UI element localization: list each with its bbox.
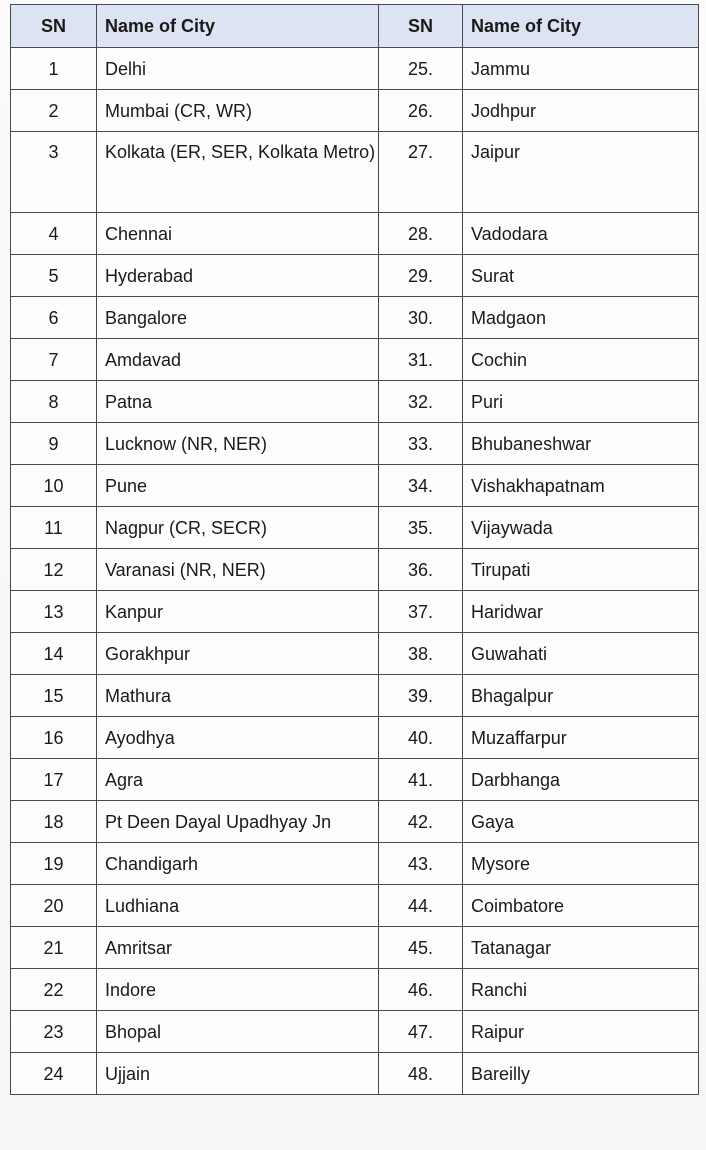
left-city-cell: Chandigarh <box>97 843 379 885</box>
left-sn-cell: 11 <box>11 507 97 549</box>
table-row <box>11 297 699 339</box>
table-body <box>11 48 699 1095</box>
right-city-cell: Cochin <box>463 339 699 381</box>
right-city-cell: Bhubaneshwar <box>463 423 699 465</box>
header-sn-left: SN <box>11 5 97 48</box>
table-row <box>11 255 699 297</box>
table-row <box>11 90 699 132</box>
table-header <box>11 5 699 48</box>
left-city-cell: Delhi <box>97 48 379 90</box>
header-sn-right: SN <box>379 5 463 48</box>
city-list-table <box>10 4 699 1095</box>
left-city-cell: Mathura <box>97 675 379 717</box>
right-sn-cell: 30. <box>379 297 463 339</box>
left-sn-cell: 10 <box>11 465 97 507</box>
left-sn-cell: 12 <box>11 549 97 591</box>
right-city-cell: Vijaywada <box>463 507 699 549</box>
header-city-right: Name of City <box>463 5 699 48</box>
right-city-cell: Tirupati <box>463 549 699 591</box>
right-sn-cell: 25. <box>379 48 463 90</box>
left-city-cell: Nagpur (CR, SECR) <box>97 507 379 549</box>
table-row <box>11 423 699 465</box>
right-sn-cell: 39. <box>379 675 463 717</box>
left-sn-cell: 15 <box>11 675 97 717</box>
left-sn-cell: 19 <box>11 843 97 885</box>
left-city-cell: Indore <box>97 969 379 1011</box>
table-row <box>11 969 699 1011</box>
right-city-cell: Darbhanga <box>463 759 699 801</box>
right-city-cell: Puri <box>463 381 699 423</box>
table-row <box>11 591 699 633</box>
table-row <box>11 1011 699 1053</box>
left-sn-cell: 3 <box>11 132 97 213</box>
left-city-cell: Agra <box>97 759 379 801</box>
right-city-cell: Coimbatore <box>463 885 699 927</box>
left-city-cell: Bangalore <box>97 297 379 339</box>
left-sn-cell: 18 <box>11 801 97 843</box>
right-city-cell: Muzaffarpur <box>463 717 699 759</box>
left-city-cell: Ludhiana <box>97 885 379 927</box>
left-sn-cell: 1 <box>11 48 97 90</box>
right-sn-cell: 35. <box>379 507 463 549</box>
right-city-cell: Raipur <box>463 1011 699 1053</box>
table-row <box>11 465 699 507</box>
right-sn-cell: 27. <box>379 132 463 213</box>
right-city-cell: Haridwar <box>463 591 699 633</box>
left-sn-cell: 22 <box>11 969 97 1011</box>
right-sn-cell: 31. <box>379 339 463 381</box>
left-city-cell: Amritsar <box>97 927 379 969</box>
table-row <box>11 1053 699 1095</box>
table-row <box>11 885 699 927</box>
left-city-cell: Pune <box>97 465 379 507</box>
left-sn-cell: 13 <box>11 591 97 633</box>
table-row <box>11 549 699 591</box>
right-city-cell: Guwahati <box>463 633 699 675</box>
left-sn-cell: 21 <box>11 927 97 969</box>
right-city-cell: Ranchi <box>463 969 699 1011</box>
left-sn-cell: 17 <box>11 759 97 801</box>
left-sn-cell: 2 <box>11 90 97 132</box>
right-sn-cell: 29. <box>379 255 463 297</box>
right-sn-cell: 46. <box>379 969 463 1011</box>
right-city-cell: Madgaon <box>463 297 699 339</box>
left-sn-cell: 5 <box>11 255 97 297</box>
table-row <box>11 48 699 90</box>
table-row <box>11 507 699 549</box>
right-city-cell: Bhagalpur <box>463 675 699 717</box>
left-city-cell: Pt Deen Dayal Upadhyay Jn <box>97 801 379 843</box>
table-row <box>11 843 699 885</box>
left-sn-cell: 20 <box>11 885 97 927</box>
right-sn-cell: 47. <box>379 1011 463 1053</box>
right-city-cell: Surat <box>463 255 699 297</box>
left-sn-cell: 14 <box>11 633 97 675</box>
right-city-cell: Mysore <box>463 843 699 885</box>
table-row <box>11 675 699 717</box>
right-sn-cell: 36. <box>379 549 463 591</box>
right-sn-cell: 41. <box>379 759 463 801</box>
table-row <box>11 213 699 255</box>
table-header-row <box>11 5 699 48</box>
left-sn-cell: 9 <box>11 423 97 465</box>
right-city-cell: Jaipur <box>463 132 699 213</box>
left-city-cell: Mumbai (CR, WR) <box>97 90 379 132</box>
left-city-cell: Chennai <box>97 213 379 255</box>
left-sn-cell: 24 <box>11 1053 97 1095</box>
left-city-cell: Ayodhya <box>97 717 379 759</box>
left-city-cell: Bhopal <box>97 1011 379 1053</box>
right-sn-cell: 44. <box>379 885 463 927</box>
right-sn-cell: 38. <box>379 633 463 675</box>
left-city-cell: Amdavad <box>97 339 379 381</box>
table-row <box>11 759 699 801</box>
right-city-cell: Gaya <box>463 801 699 843</box>
right-sn-cell: 42. <box>379 801 463 843</box>
right-sn-cell: 43. <box>379 843 463 885</box>
right-sn-cell: 28. <box>379 213 463 255</box>
right-sn-cell: 34. <box>379 465 463 507</box>
left-sn-cell: 6 <box>11 297 97 339</box>
right-sn-cell: 45. <box>379 927 463 969</box>
left-sn-cell: 8 <box>11 381 97 423</box>
table-row <box>11 801 699 843</box>
table-row <box>11 633 699 675</box>
header-city-left: Name of City <box>97 5 379 48</box>
left-city-cell: Varanasi (NR, NER) <box>97 549 379 591</box>
left-city-cell: Kolkata (ER, SER, Kolkata Metro) <box>97 132 379 213</box>
right-sn-cell: 40. <box>379 717 463 759</box>
right-city-cell: Bareilly <box>463 1053 699 1095</box>
left-sn-cell: 7 <box>11 339 97 381</box>
right-city-cell: Tatanagar <box>463 927 699 969</box>
left-city-cell: Ujjain <box>97 1053 379 1095</box>
table-row <box>11 381 699 423</box>
table-row <box>11 132 699 213</box>
right-sn-cell: 48. <box>379 1053 463 1095</box>
left-city-cell: Hyderabad <box>97 255 379 297</box>
table-row <box>11 717 699 759</box>
right-sn-cell: 32. <box>379 381 463 423</box>
left-city-cell: Lucknow (NR, NER) <box>97 423 379 465</box>
left-city-cell: Gorakhpur <box>97 633 379 675</box>
left-sn-cell: 4 <box>11 213 97 255</box>
right-city-cell: Vishakhapatnam <box>463 465 699 507</box>
table-row <box>11 339 699 381</box>
right-sn-cell: 37. <box>379 591 463 633</box>
left-sn-cell: 16 <box>11 717 97 759</box>
table-row <box>11 927 699 969</box>
right-sn-cell: 26. <box>379 90 463 132</box>
left-sn-cell: 23 <box>11 1011 97 1053</box>
right-sn-cell: 33. <box>379 423 463 465</box>
left-city-cell: Kanpur <box>97 591 379 633</box>
right-city-cell: Vadodara <box>463 213 699 255</box>
left-city-cell: Patna <box>97 381 379 423</box>
right-city-cell: Jodhpur <box>463 90 699 132</box>
right-city-cell: Jammu <box>463 48 699 90</box>
